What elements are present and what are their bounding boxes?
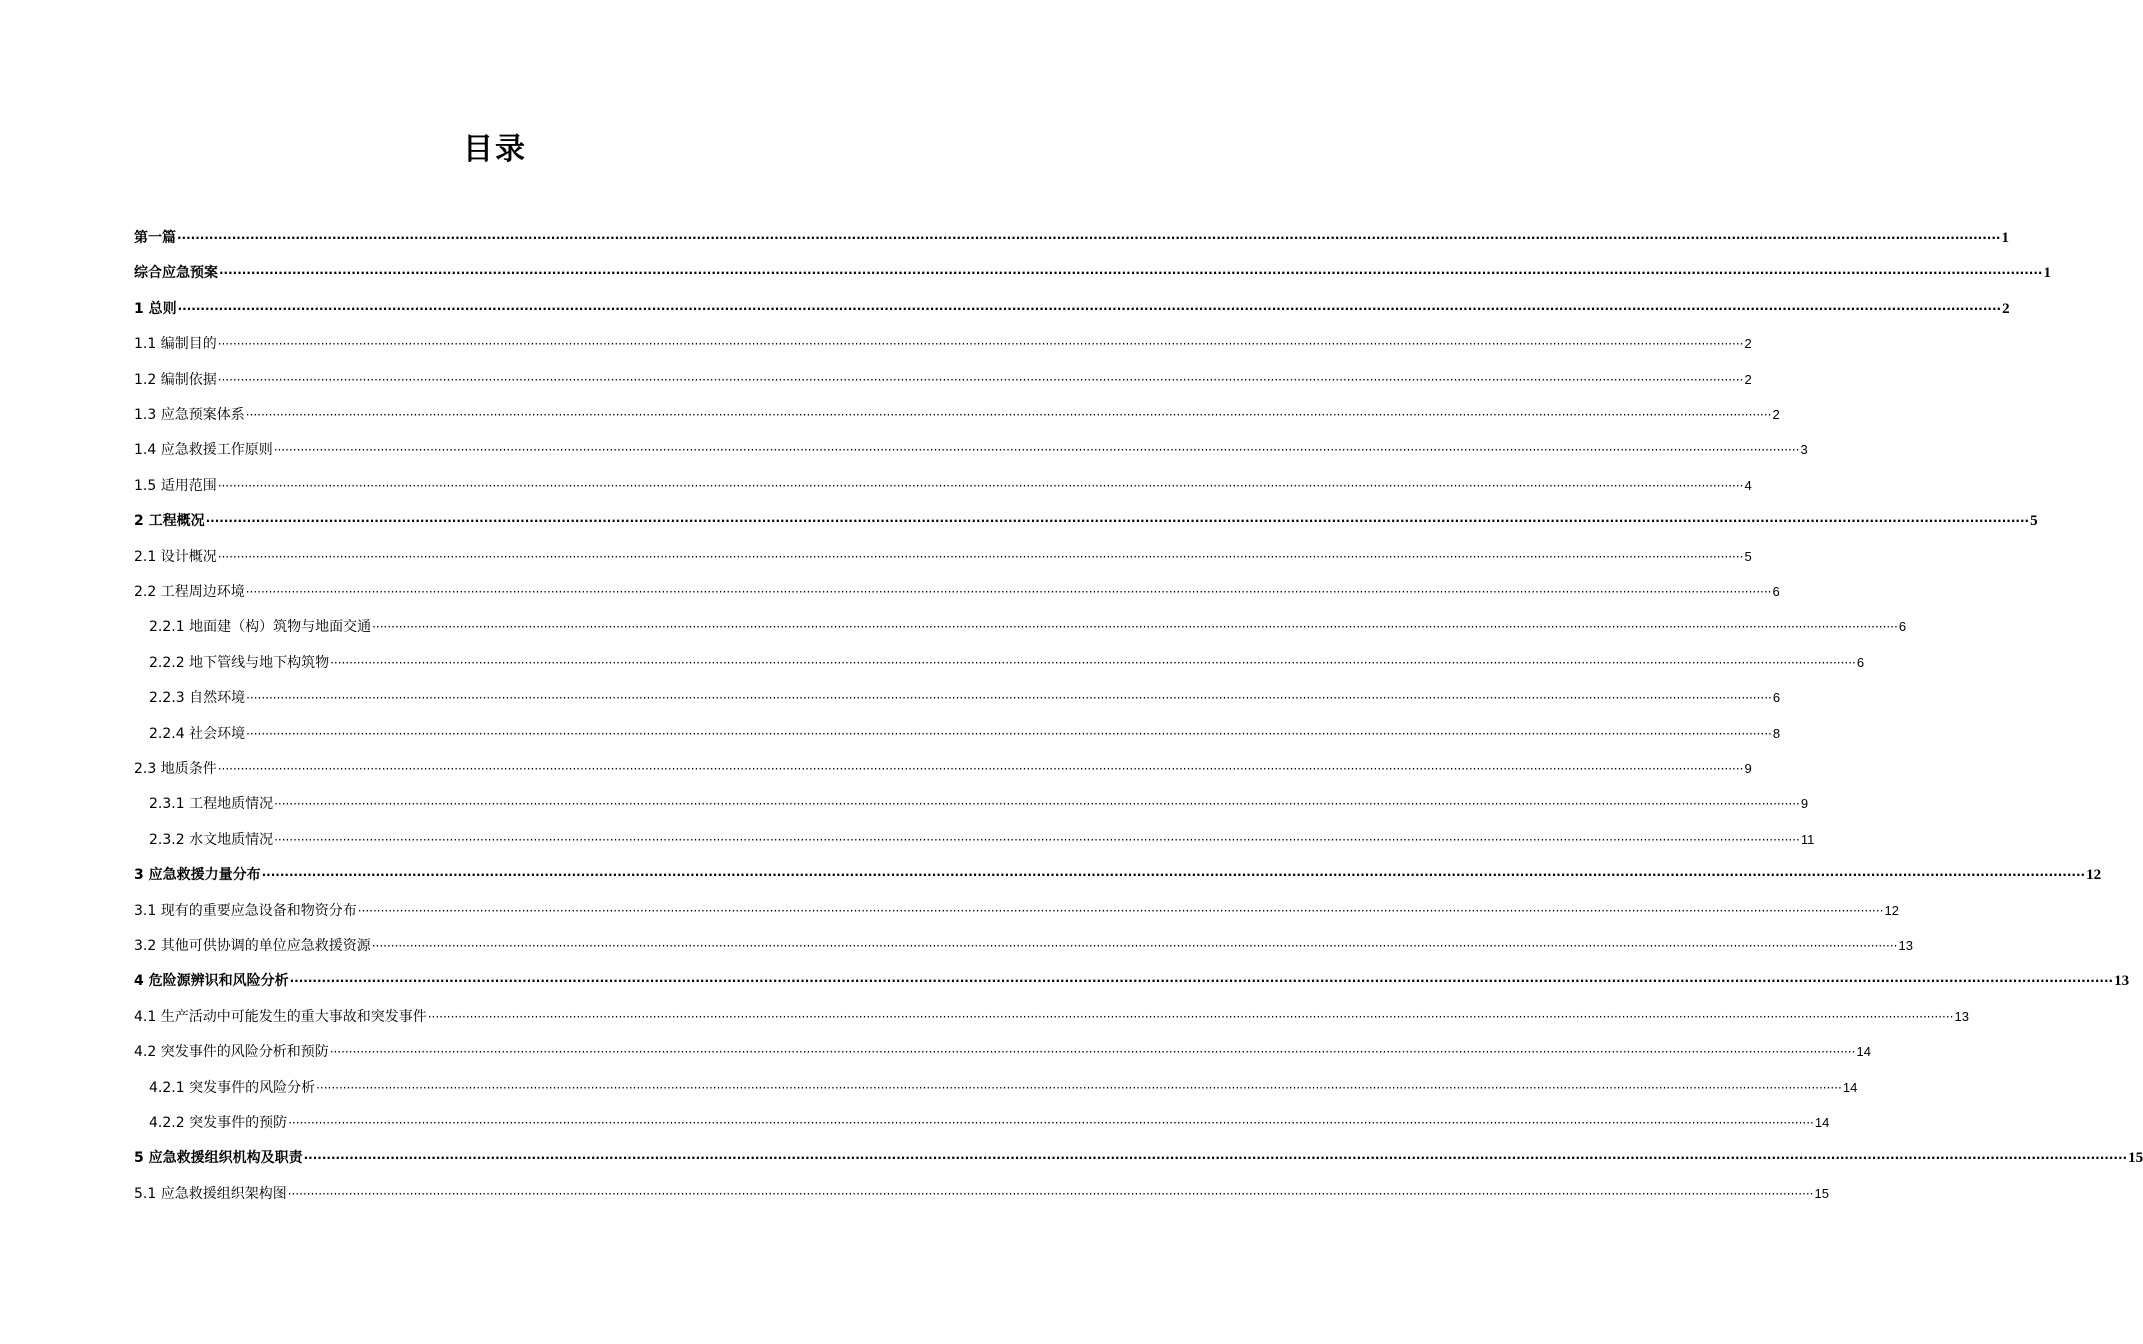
toc-dot-leader: ················································································································································································································································································································································································································ [274, 797, 1800, 812]
toc-dot-leader: ················································································································································································································································································································································································································ [288, 1116, 1814, 1130]
toc-entry[interactable] [134, 297, 2010, 321]
toc-dot-leader: ················································································································································································································································································································································································································ [427, 1009, 1954, 1024]
toc-dot-leader: ················································································································································································································································································································································································································ [246, 726, 1772, 741]
toc-entry-label: 3 应急救援力量分布 [134, 867, 261, 884]
toc-page-number: 12 [1884, 902, 1899, 918]
toc-page-number: 13 [1954, 1008, 1969, 1024]
toc-entry-label: 4.2.2 突发事件的预防 [149, 1115, 288, 1131]
toc-entry[interactable] [149, 615, 1907, 639]
toc-dot-leader: ················································································································································································································································································································································································································ [371, 939, 1898, 953]
toc-dot-leader: ················································································································································································································································································································································································································ [246, 691, 1772, 706]
toc-entry-label: 1.4 应急救援工作原则 [134, 442, 273, 459]
toc-dot-leader: ················································································································································································································································································································································································································ [217, 549, 1744, 564]
toc-entry-label: 综合应急预案 [134, 265, 218, 282]
toc-page-number: 14 [1814, 1115, 1830, 1130]
toc-entry-label: 1.5 适用范围 [134, 477, 217, 494]
toc-entry[interactable] [134, 757, 1752, 781]
toc-dot-leader: ················································································································································································································································································································································································································ [177, 301, 2002, 316]
toc-entry[interactable] [149, 828, 1815, 852]
toc-page-number: 5 [2030, 513, 2038, 530]
toc-entry-label: 5.1 应急救援组织架构图 [134, 1185, 287, 1202]
toc-dot-leader: ················································································································································································································································································································································································································ [316, 1080, 1842, 1095]
toc-dot-leader: ················································································································································································································································································································································································································ [245, 408, 1772, 422]
toc-entry[interactable] [149, 686, 1781, 710]
toc-dot-leader: ················································································································································································································································································································································································································ [245, 585, 1772, 599]
toc-dot-leader: ················································································································································································································································································································································································································ [287, 1186, 1814, 1201]
toc-entry-label: 2.2.1 地面建（构）筑物与地面交通 [149, 619, 372, 636]
toc-entry[interactable] [134, 580, 1780, 604]
toc-entry[interactable] [134, 545, 1752, 569]
toc-entry[interactable] [149, 792, 1809, 816]
toc-entry[interactable] [134, 403, 1780, 427]
toc-dot-leader: ················································································································································································································································································································································································································ [330, 655, 1856, 670]
toc-entry-label: 2.1 设计概况 [134, 548, 217, 565]
toc-entry-label: 2 工程概况 [134, 513, 205, 530]
toc-page-number: 6 [1772, 584, 1780, 599]
toc-page-number: 6 [1772, 690, 1781, 706]
toc-page-number: 14 [1856, 1044, 1871, 1060]
toc-page-number: 6 [1898, 619, 1907, 635]
toc-entry[interactable] [134, 474, 1752, 498]
toc-page-number: 9 [1800, 796, 1809, 812]
toc-page-number: 13 [1898, 938, 1913, 953]
toc-page-number: 8 [1772, 725, 1781, 741]
toc-dot-leader: ················································································································································································································································································································································································································ [177, 231, 2001, 245]
toc-page-number: 9 [1744, 761, 1752, 776]
toc-entry[interactable] [134, 969, 2130, 993]
toc-entry-label: 3.1 现有的重要应急设备和物资分布 [134, 902, 357, 919]
toc-dot-leader: ················································································································································································································································································································································································································ [219, 266, 2043, 281]
toc-entry[interactable] [149, 1076, 1858, 1100]
toc-entry[interactable] [134, 1182, 1829, 1206]
toc-page-number: 14 [1842, 1079, 1858, 1095]
toc-entry-label: 3.2 其他可供协调的单位应急救援资源 [134, 938, 371, 954]
toc-page-number: 2 [1772, 407, 1780, 422]
toc-dot-leader: ················································································································································································································································································································································································································ [261, 868, 2086, 883]
toc-entry-label: 1 总则 [134, 300, 177, 317]
toc-entry[interactable] [134, 332, 1752, 356]
toc-entry[interactable] [134, 1005, 1969, 1029]
toc-entry-label: 2.2.4 社会环境 [149, 725, 246, 742]
toc-dot-leader: ················································································································································································································································································································································································································ [289, 974, 2114, 989]
toc-entry[interactable] [149, 722, 1781, 746]
toc-entry-label: 4.2.1 突发事件的风险分析 [149, 1079, 316, 1096]
toc-entry-label: 第一篇 [134, 230, 176, 246]
toc-dot-leader: ················································································································································································································································································································································································································ [303, 1151, 2128, 1166]
toc-dot-leader: ················································································································································································································································································································································································································ [217, 372, 1744, 387]
toc-entry[interactable] [134, 863, 2102, 887]
toc-entry-label: 2.3.1 工程地质情况 [149, 796, 274, 813]
toc-entry-label: 4.2 突发事件的风险分析和预防 [134, 1044, 329, 1061]
toc-entry-label: 2.2.3 自然环境 [149, 690, 246, 707]
toc-entry[interactable] [134, 1040, 1871, 1064]
toc-entry[interactable] [134, 438, 1808, 462]
toc-page-number: 1 [2001, 230, 2009, 246]
toc-entry[interactable] [134, 226, 2009, 250]
toc-entry[interactable] [149, 1111, 1830, 1135]
page-title: 目录 [463, 132, 527, 167]
toc-entry-label: 4.1 生产活动中可能发生的重大事故和突发事件 [134, 1008, 427, 1025]
toc-page-number: 6 [1856, 654, 1865, 670]
toc-page-number: 3 [1800, 442, 1808, 458]
toc-page-number: 2 [2002, 300, 2010, 317]
toc-page-number: 15 [1814, 1185, 1829, 1201]
toc-dot-leader: ················································································································································································································································································································································································································ [329, 1045, 1856, 1060]
toc-entry[interactable] [149, 651, 1865, 675]
toc-page-number: 2 [1744, 336, 1752, 352]
toc-dot-leader: ················································································································································································································································································································································································································ [357, 903, 1884, 918]
toc-entry-label: 2.3 地质条件 [134, 761, 217, 777]
toc-page-number: 5 [1744, 548, 1752, 564]
toc-entry-label: 1.2 编制依据 [134, 371, 217, 388]
toc-entry[interactable] [134, 899, 1899, 923]
toc-page-number: 2 [1744, 371, 1752, 387]
toc-dot-leader: ················································································································································································································································································································································································································ [217, 762, 1744, 776]
toc-entry[interactable] [134, 509, 2038, 533]
toc-page-number: 4 [1744, 477, 1752, 493]
toc-page-number: 15 [2128, 1150, 2143, 1167]
toc-entry-label: 2.2 工程周边环境 [134, 584, 245, 600]
toc-page-number: 1 [2043, 265, 2051, 282]
toc-dot-leader: ················································································································································································································································································································································································································ [372, 620, 1898, 635]
toc-entry[interactable] [134, 1146, 2143, 1170]
toc-entry-label: 5 应急救援组织机构及职责 [134, 1150, 303, 1167]
toc-entry-label: 2.2.2 地下管线与地下构筑物 [149, 654, 330, 671]
toc-entry-label: 2.3.2 水文地质情况 [149, 831, 274, 848]
toc-page-number: 13 [2114, 973, 2130, 990]
toc-dot-leader: ················································································································································································································································································································································································································ [217, 337, 1744, 352]
toc-page-number: 11 [1800, 831, 1815, 847]
toc-entry-label: 1.1 编制目的 [134, 336, 217, 353]
toc-entry[interactable] [134, 934, 1913, 958]
toc-entry-label: 4 危险源辨识和风险分析 [134, 973, 289, 990]
toc-dot-leader: ················································································································································································································································································································································································································ [274, 832, 1800, 847]
toc-entry[interactable] [134, 261, 2051, 285]
toc-dot-leader: ················································································································································································································································································································································································································ [205, 514, 2030, 529]
toc-dot-leader: ················································································································································································································································································································································································································ [217, 478, 1744, 493]
toc-dot-leader: ················································································································································································································································································································································································································ [273, 443, 1800, 458]
toc-page-number: 12 [2086, 867, 2102, 884]
toc-entry-label: 1.3 应急预案体系 [134, 407, 245, 423]
toc-entry[interactable] [134, 368, 1752, 392]
